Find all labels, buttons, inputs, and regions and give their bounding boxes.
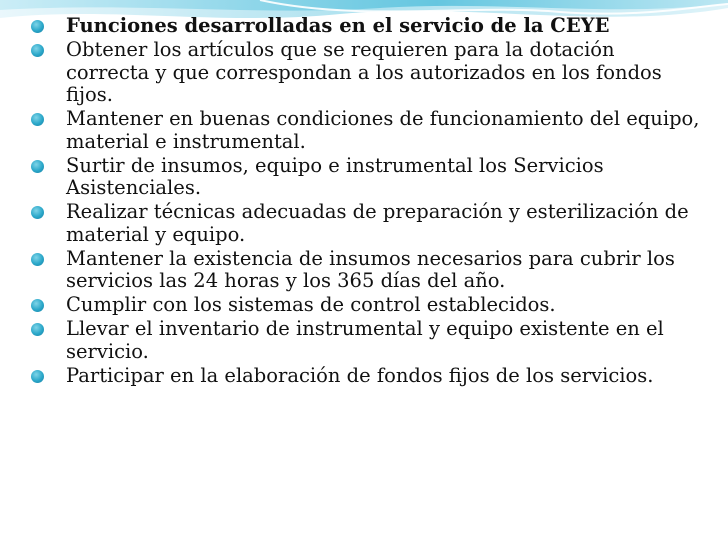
bullet-icon — [31, 323, 44, 336]
list-item — [22, 294, 702, 317]
bullet-list — [22, 15, 702, 387]
list-item-text: Surtir de insumos, equipo e instrumental los Servicios Asistenciales. — [66, 153, 604, 199]
list-item-text: Funciones desarrolladas en el servicio de la CEYE — [66, 14, 610, 37]
list-item-text: Realizar técnicas adecuadas de preparación y esterilización de material y equipo. — [66, 200, 689, 246]
list-item — [22, 39, 702, 107]
bullet-icon — [31, 370, 44, 383]
list-item — [22, 155, 702, 200]
slide-content — [22, 15, 702, 389]
list-item — [22, 248, 702, 293]
bullet-icon — [31, 206, 44, 219]
list-item-text: Cumplir con los sistemas de control establecidos. — [66, 293, 556, 316]
list-item-text: Llevar el inventario de instrumental y equipo existente en el servicio. — [66, 317, 664, 363]
bullet-icon — [31, 253, 44, 266]
list-item — [22, 318, 702, 363]
list-item — [22, 201, 702, 246]
list-item-heading — [22, 15, 702, 38]
list-item — [22, 108, 702, 153]
list-item-text: Obtener los artículos que se requieren para la dotación correcta y que correspondan a los autorizados en los fondos fijos. — [66, 38, 662, 106]
bullet-icon — [31, 160, 44, 173]
list-item-text: Mantener la existencia de insumos necesarios para cubrir los servicios las 24 horas y los 365 días del año. — [66, 246, 675, 292]
bullet-icon — [31, 113, 44, 126]
list-item-text: Mantener en buenas condiciones de funcionamiento del equipo, material e instrumental. — [66, 107, 700, 153]
bullet-icon — [31, 299, 44, 312]
bullet-icon — [31, 20, 44, 33]
bullet-icon — [31, 44, 44, 57]
list-item-text: Participar en la elaboración de fondos fijos de los servicios. — [66, 363, 654, 387]
list-item — [22, 365, 702, 388]
